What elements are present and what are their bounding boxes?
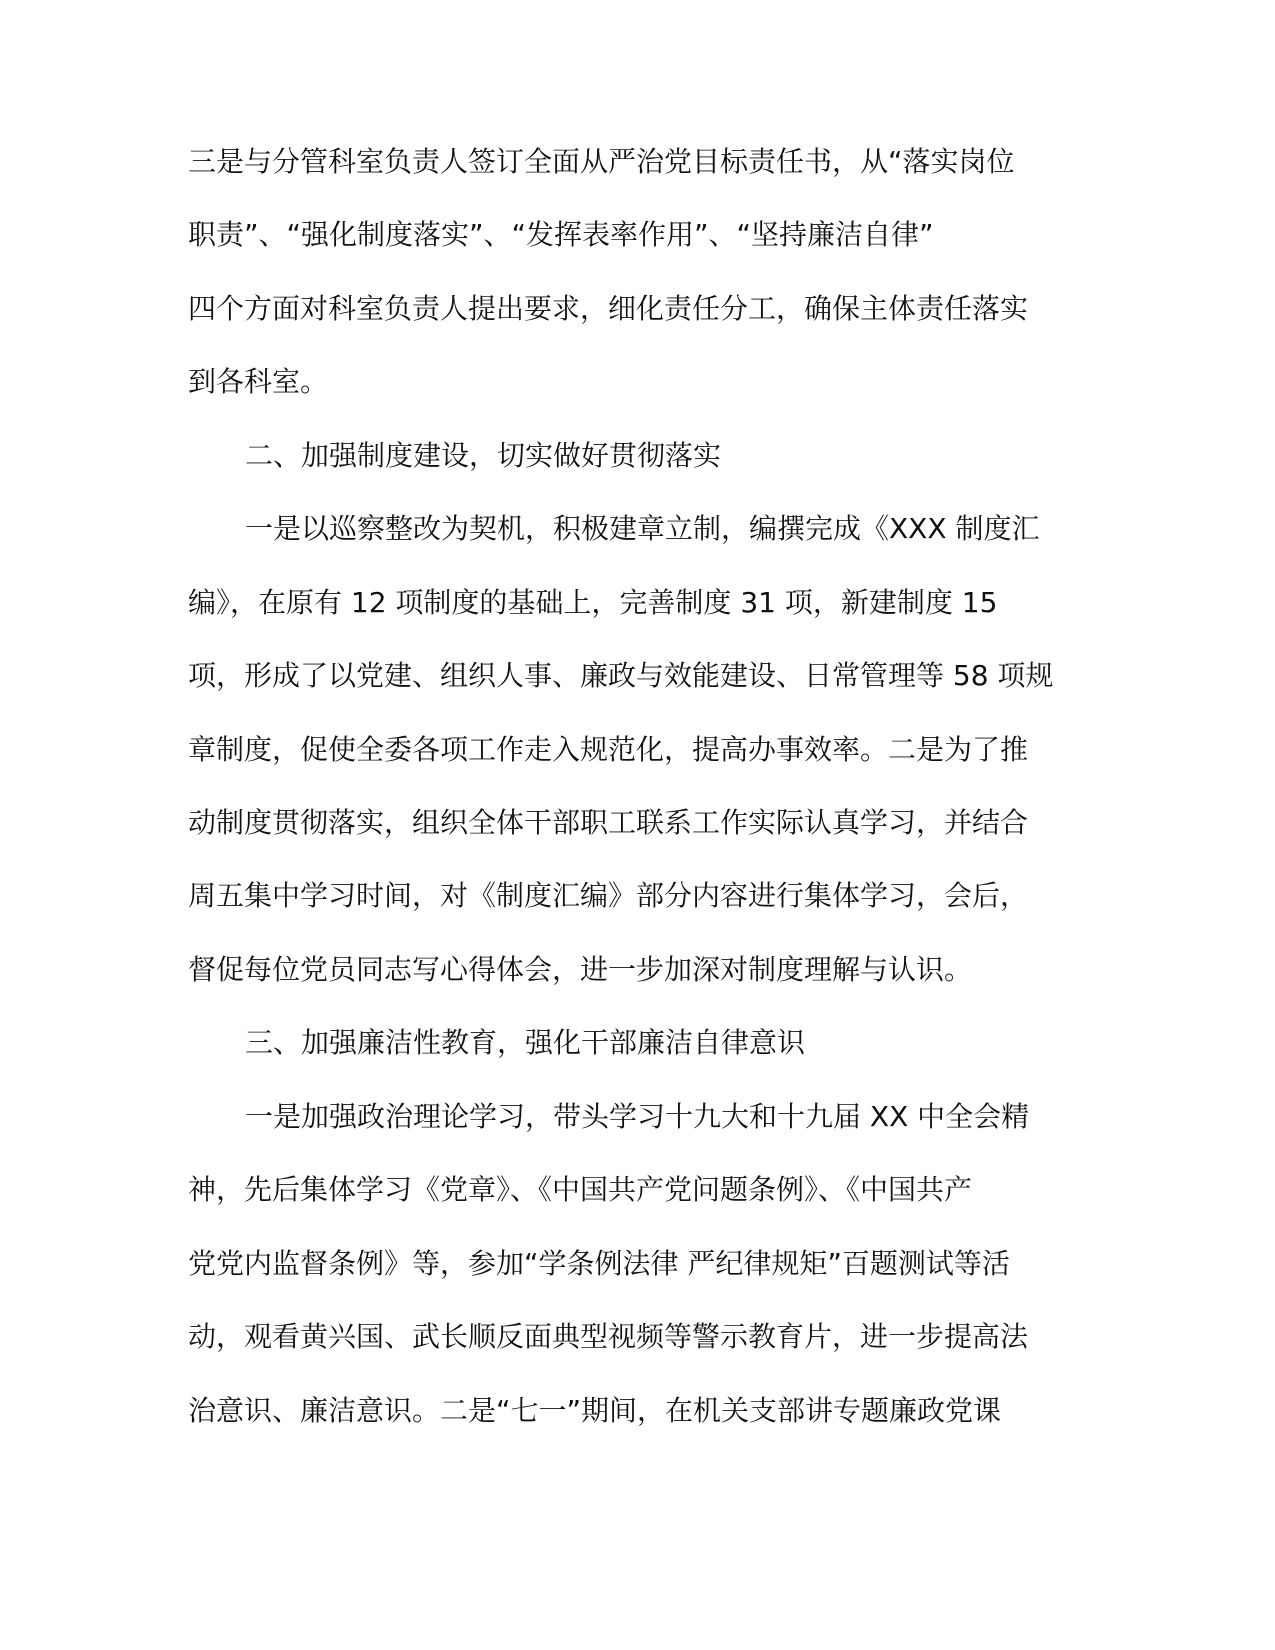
text-line: 项，形成了以党建、组织人事、廉政与效能建设、日常管理等 58 项规 bbox=[188, 659, 1054, 692]
text-line: 党党内监督条例》等，参加“学条例法律 严纪律规矩”百题测试等活 bbox=[188, 1247, 1010, 1280]
text-line: 一是以巡察整改为契机，积极建章立制，编撰完成《XXX 制度汇 bbox=[245, 512, 1040, 545]
text-line: 周五集中学习时间，对《制度汇编》部分内容进行集体学习，会后， bbox=[188, 879, 1029, 912]
text-line: 动，观看黄兴国、武长顺反面典型视频等警示教育片，进一步提高法 bbox=[188, 1320, 1029, 1353]
text-line: 到各科室。 bbox=[188, 365, 329, 398]
text-line: 动制度贯彻落实，组织全体干部职工联系工作实际认真学习，并结合 bbox=[188, 806, 1029, 839]
section-heading: 三、加强廉洁性教育，强化干部廉洁自律意识 bbox=[245, 1026, 806, 1059]
text-line: 督促每位党员同志写心得体会，进一步加深对制度理解与认识。 bbox=[188, 953, 973, 986]
text-line: 四个方面对科室负责人提出要求，细化责任分工，确保主体责任落实 bbox=[188, 292, 1029, 325]
text-line: 一是加强政治理论学习，带头学习十九大和十九届 XX 中全会精 bbox=[245, 1100, 1030, 1133]
text-line: 治意识、廉洁意识。二是“七一”期间，在机关支部讲专题廉政党课 bbox=[188, 1394, 1002, 1427]
section-heading: 二、加强制度建设，切实做好贯彻落实 bbox=[245, 439, 722, 472]
text-line: 职责”、“强化制度落实”、“发挥表率作用”、“坚持廉洁自律” bbox=[188, 218, 934, 251]
text-line: 神，先后集体学习《党章》、《中国共产党问题条例》、《中国共产 bbox=[188, 1173, 973, 1206]
text-line: 编》，在原有 12 项制度的基础上，完善制度 31 项，新建制度 15 bbox=[188, 586, 998, 619]
text-line: 章制度，促使全委各项工作走入规范化，提高办事效率。二是为了推 bbox=[188, 733, 1029, 766]
text-line: 三是与分管科室负责人签订全面从严治党目标责任书，从“落实岗位 bbox=[188, 145, 1015, 178]
